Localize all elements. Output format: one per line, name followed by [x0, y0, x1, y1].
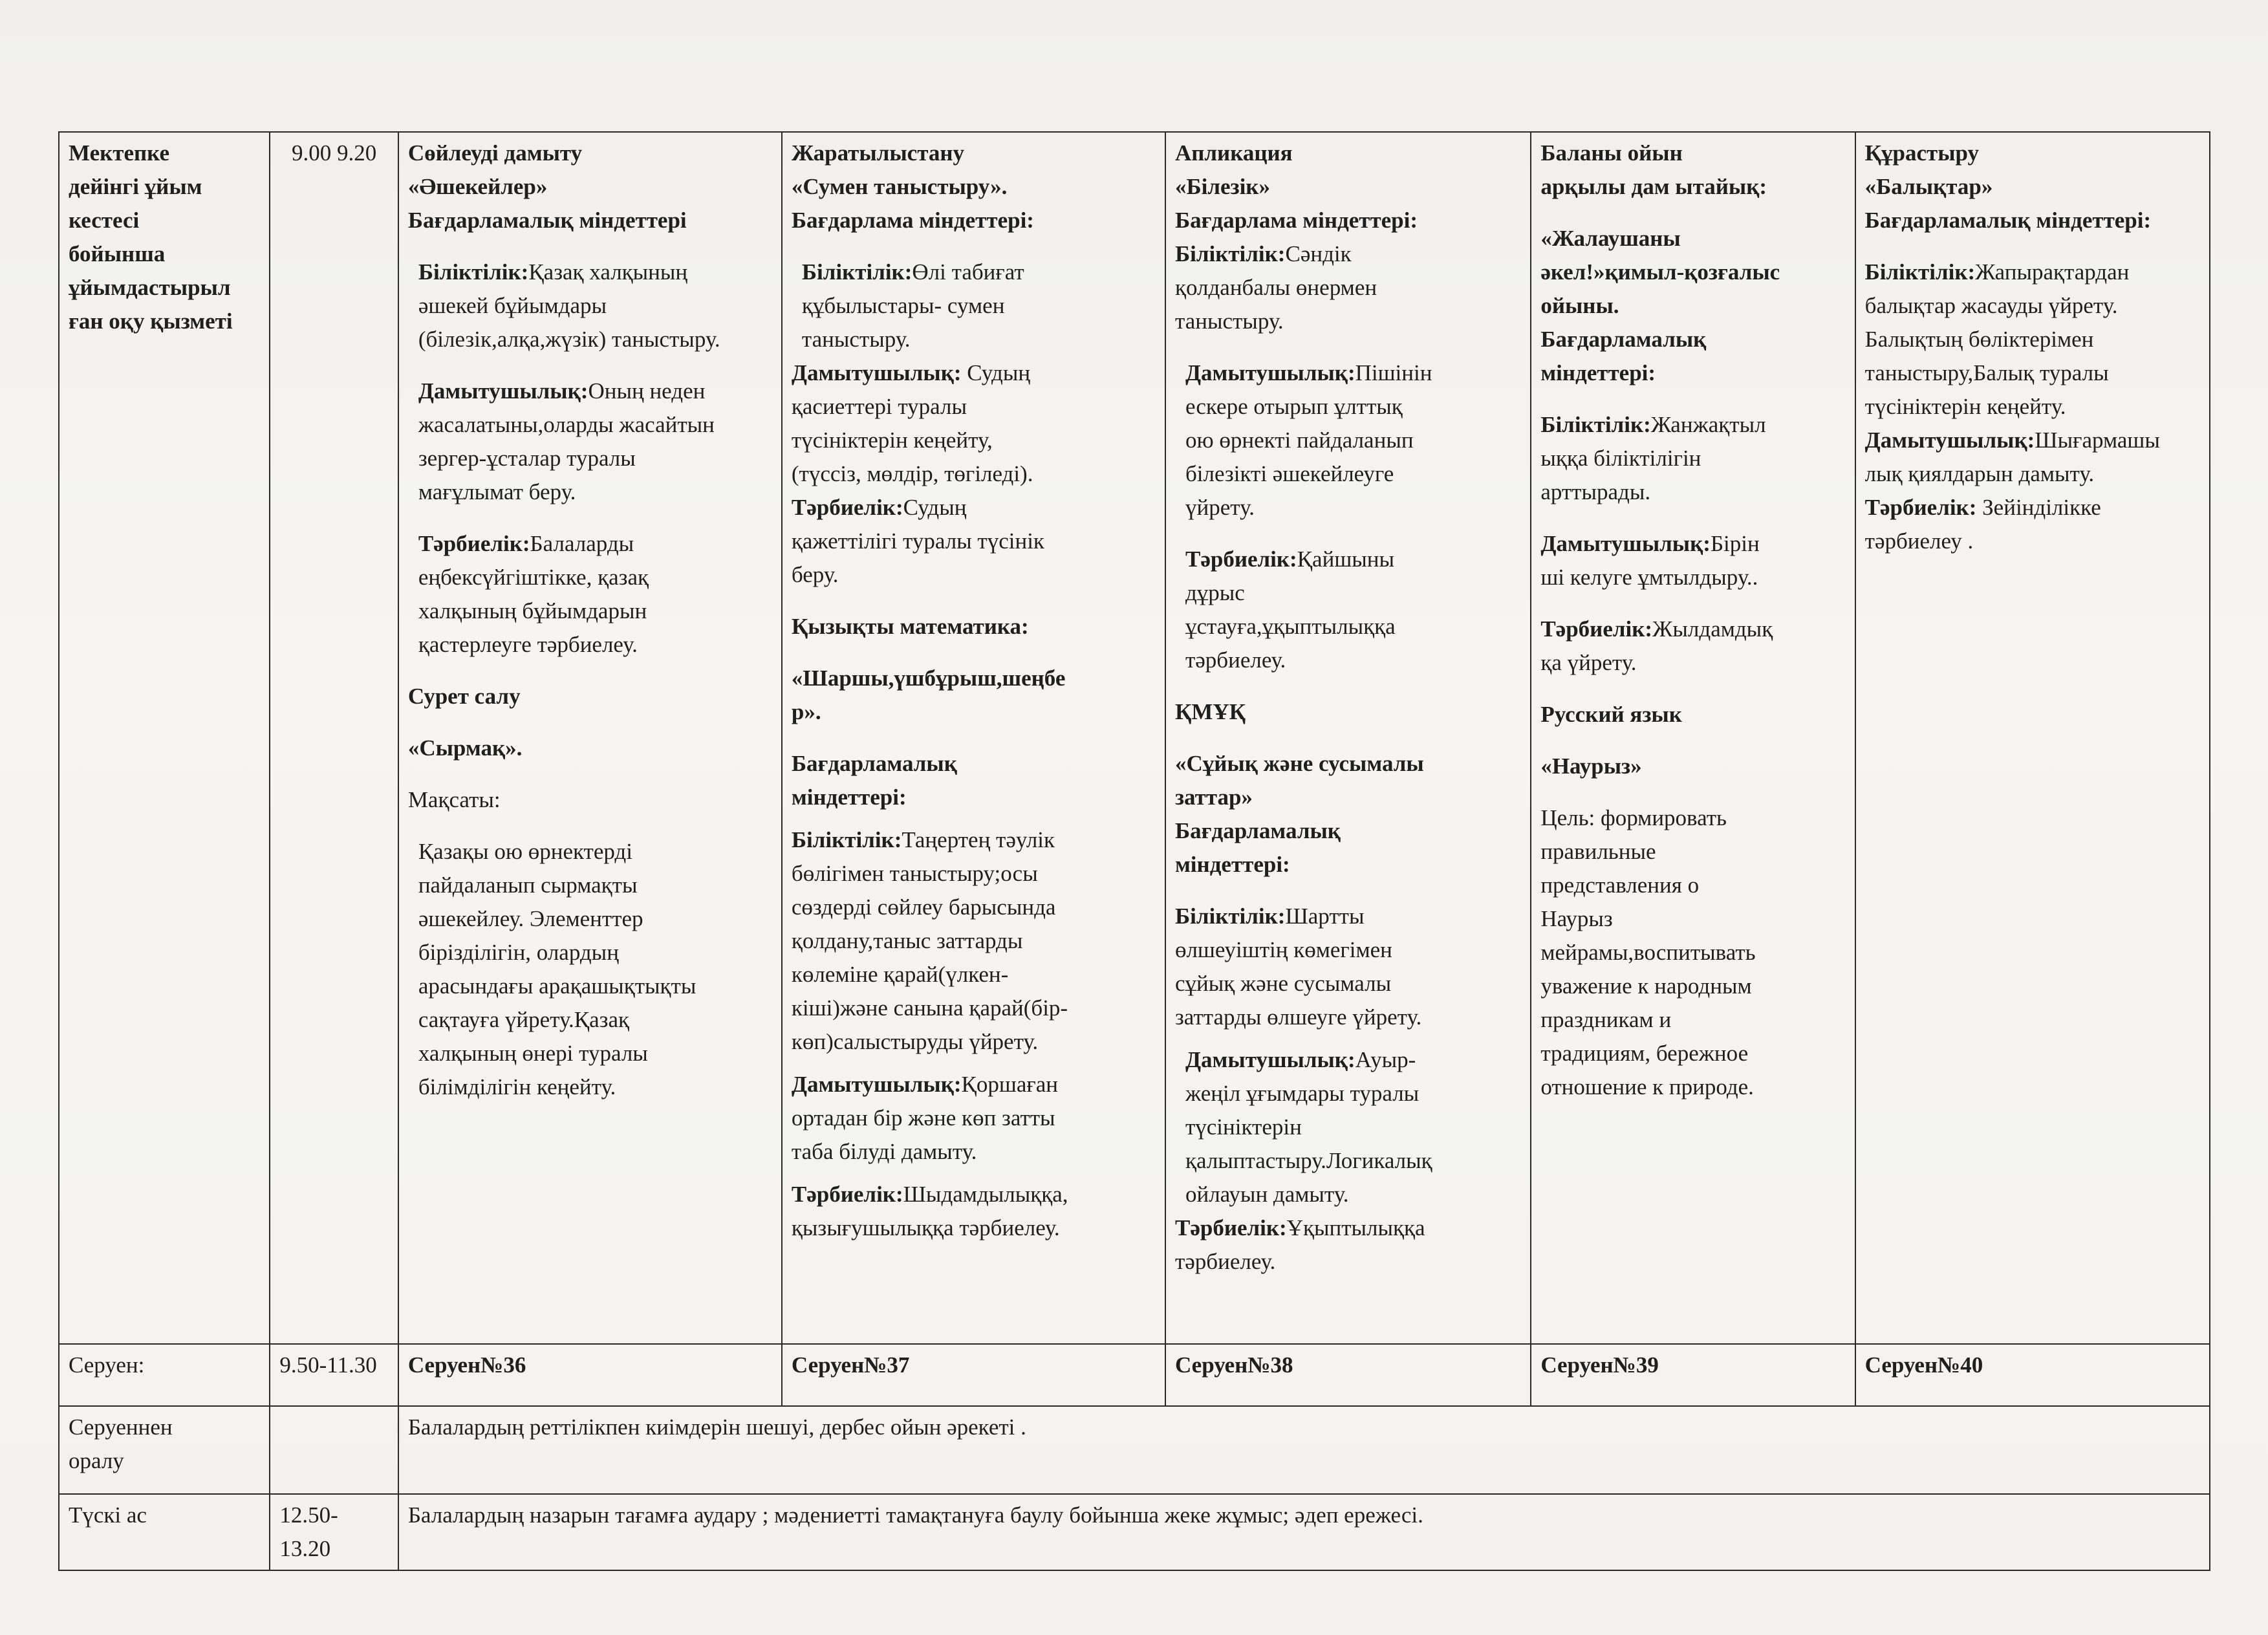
text-line: бойынша	[69, 241, 166, 266]
skill2-text	[1175, 900, 1521, 1034]
upbringing2-text	[1175, 1211, 1521, 1279]
text-line: Дамытушылық:Шығармашы	[1864, 428, 2160, 453]
text-line: қасиеттері туралы	[791, 394, 967, 419]
text-line: ұйымдастырыл	[69, 275, 231, 300]
development-text	[1175, 356, 1521, 525]
walk-monday: Серуен№36	[398, 1344, 782, 1406]
tasks-heading: Бағдарламалық міндеттері:	[1864, 208, 2152, 233]
goal-text	[1540, 801, 1845, 1104]
text-line: қызығушылыққа тәрбиелеу.	[791, 1215, 1060, 1240]
text-line: мейрамы,воспитывать	[1540, 940, 1756, 965]
text-line: Цель: формировать	[1540, 805, 1727, 830]
table-row-lunch	[59, 1494, 2210, 1570]
text-line: Біліктілік:Жапырақтардан	[1864, 259, 2130, 285]
tasks-heading: Бағдарламалық міндеттері	[407, 208, 687, 233]
tasks-heading: Бағдарлама міндеттері:	[1174, 208, 1418, 233]
text-line: білімділігін кеңейту.	[418, 1074, 616, 1099]
text-line: (білезік,алқа,жүзік) таныстыру.	[418, 327, 720, 352]
subject2-title: Қызықты математика:	[791, 614, 1029, 639]
text-line: түсініктерін кеңейту,	[791, 428, 993, 453]
text-line: міндеттері:	[1174, 852, 1290, 877]
text-line: таныстыру.	[1174, 309, 1284, 334]
walk-wednesday: Серуен№38	[1165, 1344, 1531, 1406]
goal-label: Мақсаты:	[407, 787, 501, 812]
topic2-title	[792, 662, 1156, 729]
subject-title: Құрастыру	[1864, 140, 1980, 166]
text-line: арасындағы арақашықтықты	[418, 973, 697, 999]
text-line: кіші)және санына қарай(бір-	[791, 995, 1068, 1021]
subject2-title: Сурет салу	[407, 684, 521, 709]
upbringing-text	[1865, 491, 2200, 558]
text-line: Тәрбиелік:Шыдамдылыққа,	[791, 1182, 1068, 1207]
text-line: лық қиялдарын дамыту.	[1864, 461, 2095, 486]
text-line: ортадан бір және көп затты	[791, 1105, 1055, 1131]
text-line: көп)салыстыруды үйрету.	[791, 1029, 1039, 1054]
text-line: «Жалаушаны	[1540, 226, 1681, 251]
text-line: еңбексүйгіштікке, қазақ	[418, 565, 649, 590]
text-line: Тәрбиелік: Зейінділікке	[1864, 495, 2101, 520]
subject-title: Апликация	[1174, 140, 1293, 166]
text-line: Мектепке	[69, 140, 169, 166]
subject-title	[1540, 136, 1845, 204]
text-line: сөздерді сөйлеу барысында	[791, 894, 1056, 920]
text-line: ойлауын дамыту.	[1185, 1182, 1349, 1207]
text-line: дұрыс	[1185, 580, 1245, 605]
skill-text	[792, 255, 1156, 356]
text-line: дейінгі ұйым	[69, 174, 202, 199]
text-line: Біліктілік:Таңертең тәулік	[791, 827, 1055, 852]
topic-title: «Балықтар»	[1864, 174, 1993, 199]
text-line: Балықтың бөліктерімен	[1864, 327, 2094, 352]
text-line: Тәрбиелік:Қайшыны	[1185, 547, 1395, 572]
text-line: үйрету.	[1185, 495, 1255, 520]
text-line: түсініктерін	[1185, 1114, 1302, 1140]
text-line: таныстыру,Балық туралы	[1864, 360, 2109, 385]
upbringing2-text	[792, 1178, 1156, 1245]
text-line: тәрбиелеу.	[1174, 1249, 1276, 1274]
upbringing-text	[1540, 612, 1845, 680]
text-line: Дамытушылық:Оның неден	[418, 378, 706, 404]
skill-text	[408, 255, 772, 356]
skill2-text	[792, 823, 1156, 1059]
table-row-return	[59, 1406, 2210, 1494]
development2-text	[1175, 1043, 1521, 1211]
time-cell: 12.50-13.20	[270, 1494, 398, 1570]
development-text	[1540, 527, 1845, 594]
text-line: уважение к народным	[1540, 973, 1752, 999]
text-line: Біліктілік:Жанжақтыл	[1540, 412, 1766, 437]
text-line: Тәрбиелік:Ұқыптылыққа	[1174, 1215, 1425, 1240]
text-line: отношение к природе.	[1540, 1074, 1754, 1099]
text-line: әкел!»қимыл-қозғалыс	[1540, 259, 1780, 285]
text-line: (түссіз, мөлдір, төгіледі).	[791, 461, 1033, 486]
text-line: Біліктілік:Өлі табиғат	[801, 259, 1024, 285]
text-line: ескере отырып ұлттық	[1185, 394, 1403, 419]
time-cell	[270, 1406, 398, 1494]
text-line: Тәрбиелік:Жылдамдық	[1540, 616, 1773, 642]
text-line: Тәрбиелік:Балаларды	[418, 531, 634, 556]
text-line: сақтауға үйрету.Қазақ	[418, 1007, 630, 1032]
subject2-title: Русский язык	[1540, 702, 1682, 727]
tasks2-heading	[1175, 814, 1521, 882]
text-line: Дамытушылық:Пішінін	[1185, 360, 1432, 385]
subject-title: Жаратылыстану	[791, 140, 964, 166]
text-line: арқылы дам ытайық:	[1540, 174, 1767, 199]
text-line: р».	[791, 699, 821, 724]
row-label-lines	[69, 136, 260, 338]
tasks-heading: Бағдарлама міндеттері:	[791, 208, 1034, 233]
text-line: балықтар жасауды үйрету.	[1864, 293, 2118, 318]
text-line: представления о	[1540, 872, 1700, 898]
text-line: заттар»	[1174, 785, 1253, 810]
text-line: қолданбалы өнермен	[1174, 275, 1377, 300]
time-cell: 9.00 9.20	[270, 132, 398, 1344]
text-line: көлеміне қарай(үлкен-	[791, 962, 1009, 987]
text-line: түсініктерін кеңейту.	[1864, 394, 2066, 419]
row-label-return	[59, 1406, 270, 1494]
text-line: Қазақы ою өрнектерді	[418, 839, 632, 864]
text-line: праздникам и	[1540, 1007, 1672, 1032]
goal-text	[408, 835, 772, 1104]
daily-plan-table	[58, 131, 2210, 1571]
text-line: заттарды өлшеуге үйрету.	[1174, 1004, 1422, 1030]
time-cell: 9.50-11.30	[270, 1344, 398, 1406]
skill-text	[1175, 237, 1521, 338]
text-line: пайдаланып сырмақты	[418, 872, 638, 898]
text-line: міндеттері:	[791, 785, 907, 810]
text-line: сұйық және сусымалы	[1174, 971, 1392, 996]
text-line: Дамытушылық:Бірін	[1540, 531, 1760, 556]
text-line: Тәрбиелік:Судың	[791, 495, 967, 520]
text-line: тәрбиелеу .	[1864, 528, 1974, 554]
text-line: Баланы ойын	[1540, 140, 1683, 166]
development2-text	[792, 1068, 1156, 1169]
topic2-title	[1175, 747, 1521, 814]
subject2-title: ҚМҰҚ	[1174, 699, 1246, 724]
tasks2-heading	[792, 747, 1156, 814]
topic-title: «Әшекейлер»	[407, 174, 548, 199]
text-line: «Шаршы,үшбұрыш,шеңбе	[791, 666, 1066, 691]
text-line: қа үйрету.	[1540, 650, 1637, 675]
topic-title: «Сумен таныстыру».	[791, 174, 1008, 199]
text-line: әшекейлеу. Элементтер	[418, 906, 643, 931]
row-label-lines	[69, 1411, 260, 1478]
text-line: Біліктілік:Қазақ халқының	[418, 259, 688, 285]
text-line: Наурыз	[1540, 906, 1613, 931]
topic-title: «Білезік»	[1174, 174, 1270, 199]
upbringing-text	[1175, 543, 1521, 677]
lunch-text: Балалардың назарын тағамға аудару ; мәдениетті тамақтануға баулу бойынша жеке жұмыс; әдеп ережесі.	[398, 1494, 2210, 1570]
text-line: өлшеуіштің көмегімен	[1174, 937, 1392, 962]
wednesday-cell	[1165, 132, 1531, 1344]
topic2-title: «Сырмақ».	[407, 735, 523, 761]
table-row-walk	[59, 1344, 2210, 1406]
text-line: міндеттері:	[1540, 360, 1656, 385]
text-line: ған оқу қызметі	[69, 309, 233, 334]
text-line: білезікті әшекейлеуге	[1185, 461, 1394, 486]
text-line: арттырады.	[1540, 479, 1651, 504]
text-line: халқының өнері туралы	[418, 1041, 648, 1066]
text-line: правильные	[1540, 839, 1656, 864]
text-line: традициям, бережное	[1540, 1041, 1749, 1066]
text-line: Бағдарламалық	[791, 751, 957, 776]
row-label-lunch: Түскі ас	[59, 1494, 270, 1570]
text-line: әшекей бұйымдары	[418, 293, 607, 318]
text-line: қалыптастыру.Логикалық	[1185, 1148, 1432, 1173]
text-line: жасалатыны,оларды жасайтын	[418, 412, 715, 437]
development-text	[792, 356, 1156, 491]
text-line: бөлігімен таныстыру;осы	[791, 861, 1038, 886]
upbringing-text	[792, 491, 1156, 592]
text-line: тәрбиелеу.	[1185, 647, 1286, 673]
skill-text	[1865, 255, 2200, 424]
text-line: кестесі	[69, 208, 140, 233]
row-label-organized-activity	[59, 132, 270, 1344]
text-line: Біліктілік:Шартты	[1174, 904, 1365, 929]
tasks-heading	[1540, 323, 1845, 390]
friday-cell	[1855, 132, 2210, 1344]
topic-title	[1540, 222, 1845, 323]
text-line: ші келуге ұмтылдыру..	[1540, 565, 1758, 590]
text-line: Дамытушылық:Ауыр-	[1185, 1047, 1416, 1072]
text-line: ойыны.	[1540, 293, 1619, 318]
text-line: Бағдарламалық	[1174, 818, 1341, 843]
text-line: Бағдарламалық	[1540, 327, 1707, 352]
skill-text	[1540, 408, 1845, 509]
walk-thursday: Серуен№39	[1531, 1344, 1855, 1406]
text-line: зергер-ұсталар туралы	[418, 446, 636, 471]
thursday-cell	[1531, 132, 1855, 1344]
text-line: құбылыстары- сумен	[801, 293, 1005, 318]
text-line: жеңіл ұғымдары туралы	[1185, 1081, 1420, 1106]
text-line: халқының бұйымдарын	[418, 598, 647, 623]
text-line: таба білуді дамыту.	[791, 1139, 977, 1164]
text-line: таныстыру.	[801, 327, 911, 352]
text-line: Біліктілік:Сәндік	[1174, 241, 1352, 266]
text-line: ою өрнекті пайдаланып	[1185, 428, 1414, 453]
tuesday-cell	[782, 132, 1165, 1344]
row-label-walk: Серуен:	[59, 1344, 270, 1406]
text-line: оралу	[69, 1448, 124, 1473]
text-line: «Сұйық және сусымалы	[1174, 751, 1424, 776]
text-line: Серуеннен	[69, 1414, 173, 1440]
development-text	[408, 374, 772, 509]
subject-title: Сөйлеуді дамыту	[407, 140, 583, 166]
text-line: ыққа біліктілігін	[1540, 446, 1701, 471]
text-line: қастерлеуге тәрбиелеу.	[418, 632, 638, 657]
text-line: беру.	[791, 562, 839, 587]
upbringing-text	[408, 527, 772, 662]
text-line: қолдану,таныс заттарды	[791, 928, 1023, 953]
development-text	[1865, 424, 2200, 491]
text-line: Дамытушылық:Қоршаған	[791, 1072, 1058, 1097]
text-line: бірізділігін, олардың	[418, 940, 619, 965]
return-text: Балалардың реттілікпен киімдерін шешуі, дербес ойын әрекеті .	[398, 1406, 2210, 1494]
table-row-organized-activity	[59, 132, 2210, 1344]
text-line: ұстауға,ұқыптылыққа	[1185, 614, 1396, 639]
text-line: Дамытушылық: Судың	[791, 360, 1031, 385]
walk-tuesday: Серуен№37	[782, 1344, 1165, 1406]
text-line: қажеттілігі туралы түсінік	[791, 528, 1044, 554]
monday-cell	[398, 132, 782, 1344]
walk-friday: Серуен№40	[1855, 1344, 2210, 1406]
topic2-title: «Наурыз»	[1540, 753, 1642, 779]
text-line: мағұлымат беру.	[418, 479, 576, 504]
